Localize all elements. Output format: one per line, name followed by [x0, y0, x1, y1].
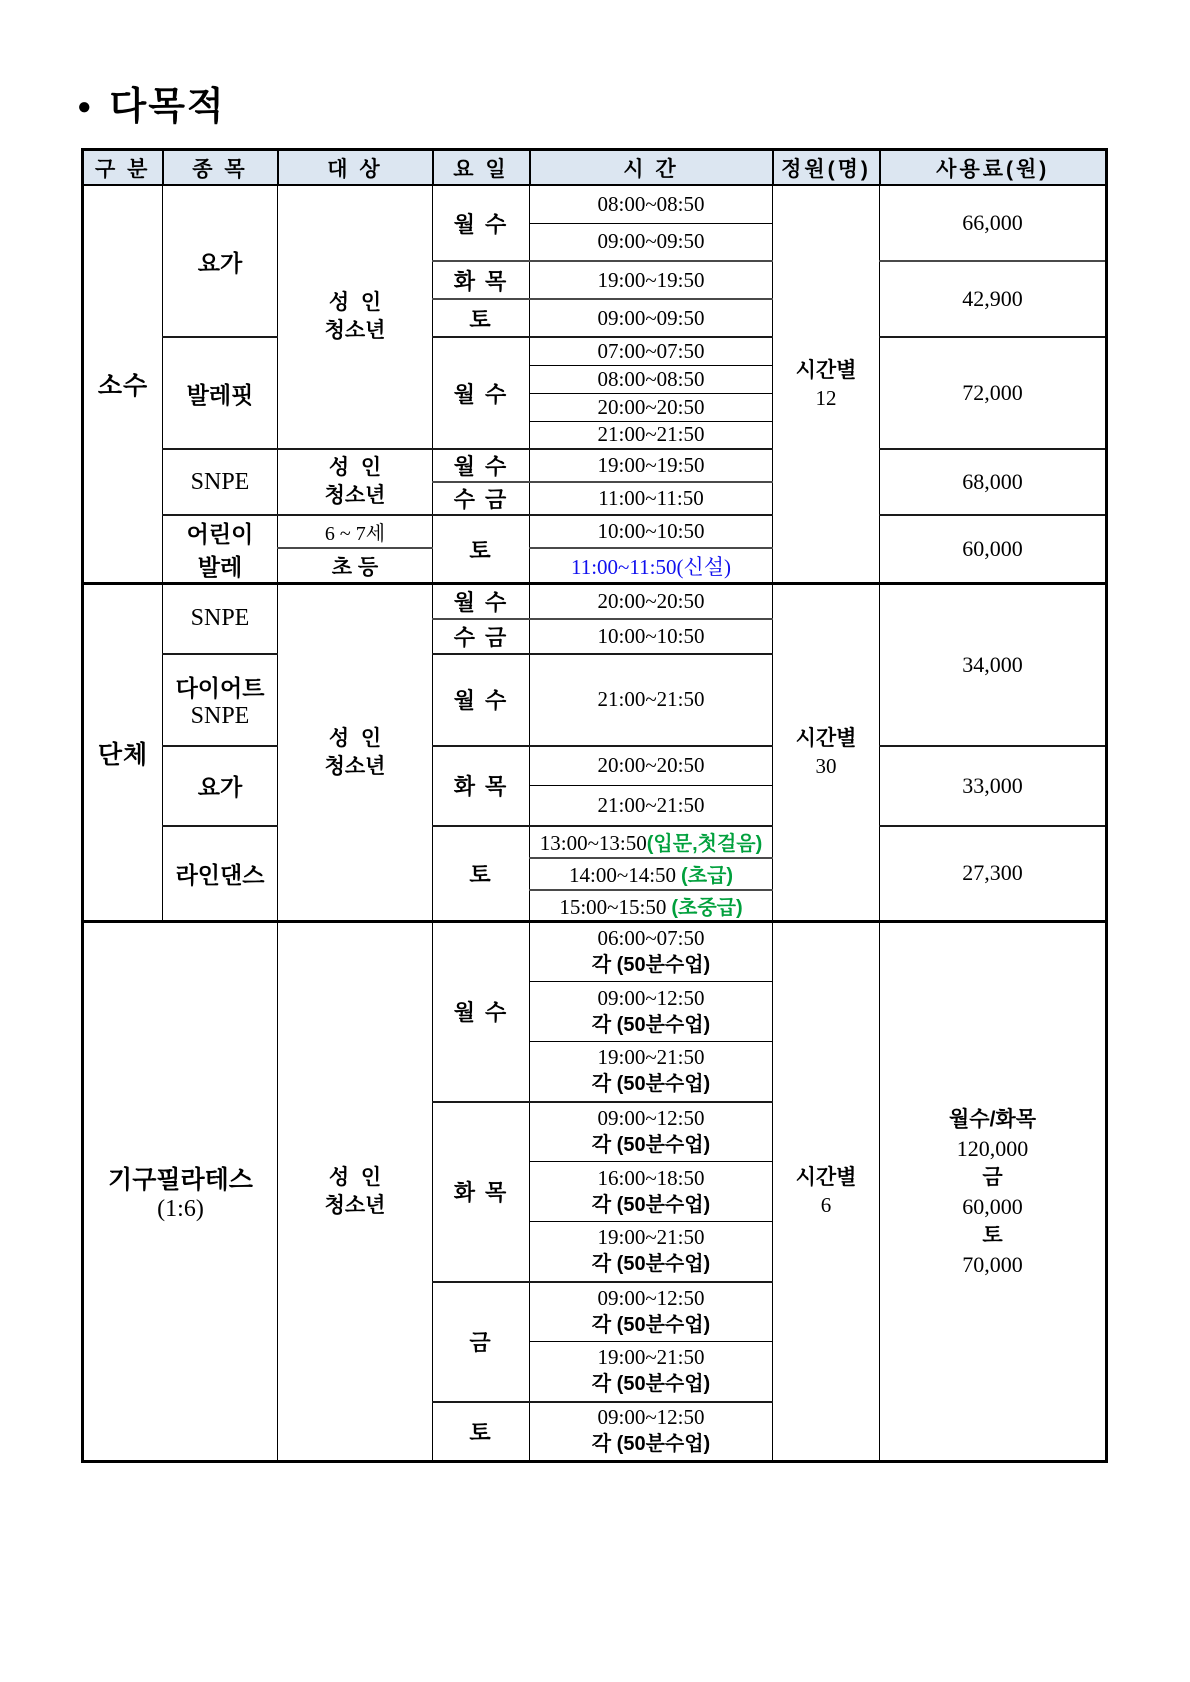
- time-cell-new: 11:00~11:50(신설): [530, 548, 773, 583]
- level-label: (초중급): [671, 896, 743, 919]
- item-cell-diet-snpe: 다이어트 SNPE: [163, 654, 278, 746]
- target-cell: 성 인 청소년: [278, 584, 433, 922]
- time-cell: 20:00~20:50: [530, 746, 773, 786]
- time-cell: 09:00~09:50: [530, 299, 773, 337]
- time-cell: 19:00~21:50 각 (50분수업): [530, 1042, 773, 1102]
- time-cell: 08:00~08:50: [530, 365, 773, 393]
- time-cell: 20:00~20:50: [530, 584, 773, 619]
- category-cell-pilates: 기구필라테스 (1:6): [83, 922, 278, 1462]
- time-cell: 21:00~21:50: [530, 654, 773, 746]
- item-cell-yoga: 요가: [163, 746, 278, 826]
- item-cell-linedance: 라인댄스: [163, 826, 278, 922]
- item-cell-yoga: 요가: [163, 185, 278, 337]
- time-cell: 06:00~07:50 각 (50분수업): [530, 922, 773, 982]
- header-fee: 사용료(원): [880, 150, 1107, 186]
- target-cell: 성 인 청소년: [278, 185, 433, 449]
- target-cell: 성 인 청소년: [278, 449, 433, 515]
- fee-cell: 33,000: [880, 746, 1107, 826]
- day-cell: 금: [433, 1282, 530, 1402]
- lesson-note: 각 (50분수업): [591, 1013, 711, 1036]
- lesson-note: 각 (50분수업): [591, 1373, 711, 1396]
- lesson-note: 각 (50분수업): [591, 1253, 711, 1276]
- item-cell-snpe: SNPE: [163, 449, 278, 515]
- lesson-note: 각 (50분수업): [591, 1073, 711, 1096]
- time-cell: 09:00~12:50 각 (50분수업): [530, 1282, 773, 1342]
- lesson-note: 각 (50분수업): [591, 1133, 711, 1156]
- day-cell: 월 수: [433, 449, 530, 482]
- category-cell-sosu: 소수: [83, 185, 163, 584]
- fee-cell: 42,900: [880, 261, 1107, 337]
- page-title-text: 다목적: [109, 86, 226, 128]
- time-cell: 19:00~21:50 각 (50분수업): [530, 1222, 773, 1282]
- day-cell: 화 목: [433, 261, 530, 299]
- day-cell: 토: [433, 826, 530, 922]
- time-cell: 10:00~10:50: [530, 515, 773, 548]
- time-cell: 08:00~08:50: [530, 185, 773, 223]
- level-label: (입문,첫걸음): [646, 833, 763, 855]
- time-cell: 09:00~12:50 각 (50분수업): [530, 1102, 773, 1162]
- page-title: [77, 84, 1190, 130]
- table-row: [83, 826, 1107, 858]
- time-cell: 07:00~07:50: [530, 337, 773, 365]
- fee-cell: 68,000: [880, 449, 1107, 515]
- capacity-cell: 시간별 6: [773, 922, 880, 1462]
- item-cell-kids-ballet: 어린이 발레: [163, 515, 278, 584]
- time-cell: 09:00~12:50 각 (50분수업): [530, 1402, 773, 1462]
- header-capacity: 정원(명): [773, 150, 880, 186]
- fee-cell: 27,300: [880, 826, 1107, 922]
- level-label: (초급): [681, 865, 733, 887]
- day-cell: 화 목: [433, 746, 530, 826]
- day-cell: 월 수: [433, 337, 530, 449]
- fee-cell: 60,000: [880, 515, 1107, 584]
- day-cell: 월 수: [433, 654, 530, 746]
- header-target: 대 상: [278, 150, 433, 186]
- fee-cell: 월수/화목 120,000 금 60,000 토 70,000: [880, 922, 1107, 1462]
- time-cell: 14:00~14:50 (초급): [530, 858, 773, 890]
- time-cell: 16:00~18:50 각 (50분수업): [530, 1162, 773, 1222]
- time-cell: 11:00~11:50: [530, 482, 773, 515]
- time-cell: 20:00~20:50: [530, 393, 773, 421]
- item-cell-balletfit: 발레핏: [163, 337, 278, 449]
- time-cell: 21:00~21:50: [530, 786, 773, 826]
- header-time: 시 간: [530, 150, 773, 186]
- lesson-note: 각 (50분수업): [591, 954, 711, 976]
- day-cell: 수 금: [433, 619, 530, 654]
- capacity-cell: 시간별 30: [773, 584, 880, 922]
- fee-cell: 72,000: [880, 337, 1107, 449]
- day-cell: 토: [433, 515, 530, 584]
- fee-cell: 66,000: [880, 185, 1107, 261]
- item-cell-snpe: SNPE: [163, 584, 278, 654]
- header-item: 종 목: [163, 150, 278, 186]
- header-day: 요 일: [433, 150, 530, 186]
- day-cell: 월 수: [433, 922, 530, 1102]
- day-cell: 수 금: [433, 482, 530, 515]
- time-cell: 19:00~19:50: [530, 261, 773, 299]
- lesson-note: 각 (50분수업): [591, 1433, 711, 1456]
- day-cell: 토: [433, 299, 530, 337]
- target-cell: 6 ~ 7세: [278, 515, 433, 548]
- time-cell: 19:00~19:50: [530, 449, 773, 482]
- time-cell: 21:00~21:50: [530, 421, 773, 449]
- time-cell: 13:00~13:50(입문,첫걸음): [530, 826, 773, 858]
- day-cell: 월 수: [433, 185, 530, 261]
- category-cell-danche: 단체: [83, 584, 163, 922]
- schedule-table: [81, 148, 1108, 1463]
- table-row: [83, 584, 1107, 619]
- header-row: [83, 150, 1107, 186]
- lesson-note: 각 (50분수업): [591, 1313, 711, 1336]
- day-cell: 월 수: [433, 584, 530, 619]
- capacity-cell: 시간별 12: [773, 185, 880, 584]
- time-cell: 09:00~12:50 각 (50분수업): [530, 982, 773, 1042]
- table-row: [83, 746, 1107, 786]
- time-cell: 10:00~10:50: [530, 619, 773, 654]
- fee-cell: 34,000: [880, 584, 1107, 746]
- time-cell: 19:00~21:50 각 (50분수업): [530, 1342, 773, 1402]
- target-cell: 성 인 청소년: [278, 922, 433, 1462]
- header-category: 구 분: [83, 150, 163, 186]
- table-row: [83, 337, 1107, 365]
- time-cell: 09:00~09:50: [530, 223, 773, 261]
- table-row: [83, 185, 1107, 223]
- target-cell: 초 등: [278, 548, 433, 583]
- table-row: [83, 449, 1107, 482]
- lesson-note: 각 (50분수업): [591, 1193, 711, 1216]
- time-cell: 15:00~15:50 (초중급): [530, 890, 773, 922]
- day-cell: 화 목: [433, 1102, 530, 1282]
- day-cell: 토: [433, 1402, 530, 1462]
- table-row: [83, 515, 1107, 548]
- table-row: [83, 922, 1107, 982]
- bullet-icon: ●: [77, 93, 94, 120]
